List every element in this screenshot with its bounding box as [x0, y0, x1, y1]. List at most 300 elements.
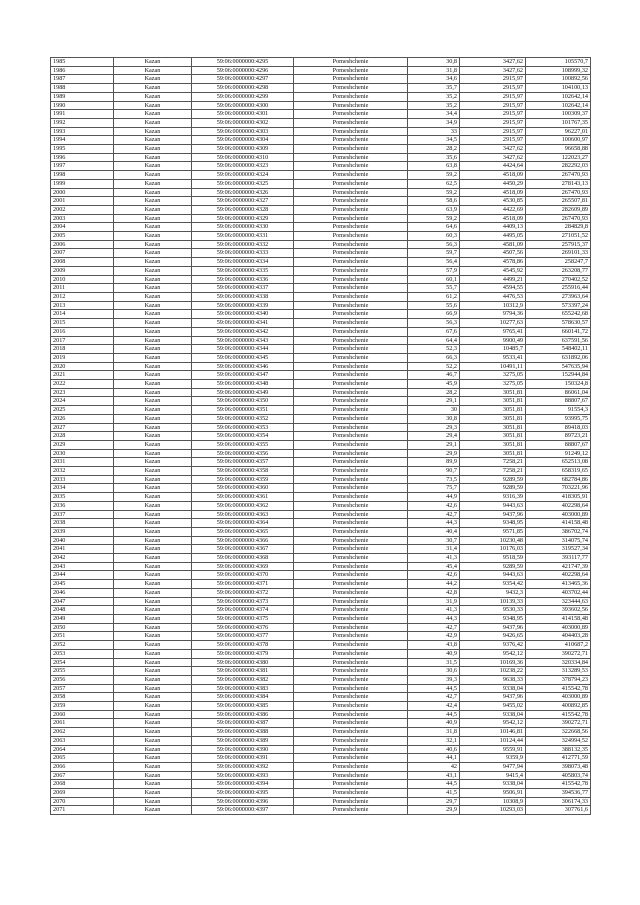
area-cell: 57,9	[408, 266, 460, 275]
row-number-cell: 1995	[51, 145, 114, 154]
area-cell: 42,7	[408, 510, 460, 519]
row-number-cell: 2031	[51, 458, 114, 467]
cadastral-value-cell: 265507,81	[526, 197, 591, 206]
area-cell: 63,8	[408, 162, 460, 171]
cadastral-number-cell: 59:06:0000000:4297	[192, 75, 294, 84]
specific-value-cell: 3275,05	[460, 371, 526, 380]
area-cell: 29,9	[408, 449, 460, 458]
row-number-cell: 2063	[51, 736, 114, 745]
table-row	[51, 710, 591, 719]
cadastral-number-cell: 59:06:0000000:4334	[192, 258, 294, 267]
row-number-cell: 2065	[51, 754, 114, 763]
cadastral-value-cell: 282609,89	[526, 205, 591, 214]
area-cell: 42,7	[408, 623, 460, 632]
object-type-cell: Pomeshchenie	[294, 249, 408, 258]
cadastral-number-cell: 59:06:0000000:4387	[192, 719, 294, 728]
object-type-cell: Pomeshchenie	[294, 615, 408, 624]
cadastral-number-cell: 59:06:0000000:4394	[192, 780, 294, 789]
specific-value-cell: 2915,97	[460, 101, 526, 110]
locality-cell: Kazan	[114, 397, 192, 406]
row-number-cell: 2051	[51, 632, 114, 641]
cadastral-value-cell: 258247,7	[526, 258, 591, 267]
cadastral-value-cell: 108999,32	[526, 66, 591, 75]
locality-cell: Kazan	[114, 510, 192, 519]
locality-cell: Kazan	[114, 728, 192, 737]
cadastral-value-cell: 403000,89	[526, 510, 591, 519]
specific-value-cell: 9571,85	[460, 527, 526, 536]
row-number-cell: 2009	[51, 266, 114, 275]
cadastral-value-cell: 314075,74	[526, 536, 591, 545]
cadastral-value-cell: 278143,13	[526, 179, 591, 188]
area-cell: 52,3	[408, 345, 460, 354]
object-type-cell: Pomeshchenie	[294, 397, 408, 406]
row-number-cell: 2071	[51, 806, 114, 815]
table-row	[51, 240, 591, 249]
table-row	[51, 493, 591, 502]
row-number-cell: 2022	[51, 380, 114, 389]
cadastral-number-cell: 59:06:0000000:4396	[192, 797, 294, 806]
table-row	[51, 728, 591, 737]
row-number-cell: 2002	[51, 205, 114, 214]
object-type-cell: Pomeshchenie	[294, 292, 408, 301]
table-row	[51, 571, 591, 580]
table-row	[51, 214, 591, 223]
specific-value-cell: 9533,41	[460, 353, 526, 362]
cadastral-value-cell: 400892,85	[526, 702, 591, 711]
specific-value-cell: 3427,62	[460, 66, 526, 75]
table-row	[51, 519, 591, 528]
locality-cell: Kazan	[114, 388, 192, 397]
cadastral-value-cell: 91554,3	[526, 406, 591, 415]
area-cell: 34,5	[408, 136, 460, 145]
cadastral-number-cell: 59:06:0000000:4309	[192, 145, 294, 154]
cadastral-number-cell: 59:06:0000000:4348	[192, 380, 294, 389]
area-cell: 42,8	[408, 588, 460, 597]
locality-cell: Kazan	[114, 632, 192, 641]
specific-value-cell: 10293,03	[460, 806, 526, 815]
row-number-cell: 2058	[51, 693, 114, 702]
object-type-cell: Pomeshchenie	[294, 388, 408, 397]
table-row	[51, 336, 591, 345]
object-type-cell: Pomeshchenie	[294, 353, 408, 362]
row-number-cell: 2000	[51, 188, 114, 197]
cadastral-number-cell: 59:06:0000000:4332	[192, 240, 294, 249]
area-cell: 59,2	[408, 171, 460, 180]
table-row	[51, 545, 591, 554]
object-type-cell: Pomeshchenie	[294, 667, 408, 676]
row-number-cell: 2043	[51, 562, 114, 571]
cadastral-number-cell: 59:06:0000000:4301	[192, 110, 294, 119]
specific-value-cell: 4499,21	[460, 275, 526, 284]
object-type-cell: Pomeshchenie	[294, 319, 408, 328]
cadastral-value-cell: 404403,28	[526, 632, 591, 641]
cadastral-value-cell: 415542,78	[526, 710, 591, 719]
specific-value-cell: 9437,96	[460, 693, 526, 702]
cadastral-value-cell: 637591,56	[526, 336, 591, 345]
row-number-cell: 1996	[51, 153, 114, 162]
cadastral-value-cell: 271051,52	[526, 232, 591, 241]
cadastral-value-cell: 89418,03	[526, 423, 591, 432]
object-type-cell: Pomeshchenie	[294, 153, 408, 162]
object-type-cell: Pomeshchenie	[294, 136, 408, 145]
table-row	[51, 292, 591, 301]
locality-cell: Kazan	[114, 214, 192, 223]
row-number-cell: 2020	[51, 362, 114, 371]
row-number-cell: 2025	[51, 406, 114, 415]
cadastral-number-cell: 59:06:0000000:4310	[192, 153, 294, 162]
locality-cell: Kazan	[114, 101, 192, 110]
cadastral-value-cell: 101767,35	[526, 118, 591, 127]
table-row	[51, 536, 591, 545]
cadastral-number-cell: 59:06:0000000:4324	[192, 171, 294, 180]
cadastral-value-cell: 402298,64	[526, 571, 591, 580]
object-type-cell: Pomeshchenie	[294, 719, 408, 728]
object-type-cell: Pomeshchenie	[294, 527, 408, 536]
area-cell: 59,7	[408, 249, 460, 258]
area-cell: 90,7	[408, 467, 460, 476]
table-row	[51, 606, 591, 615]
table-row	[51, 406, 591, 415]
cadastral-value-cell: 386702,74	[526, 527, 591, 536]
table-row	[51, 597, 591, 606]
specific-value-cell: 4518,09	[460, 214, 526, 223]
cadastral-value-table	[50, 57, 591, 815]
cadastral-value-cell: 410687,2	[526, 641, 591, 650]
specific-value-cell: 7258,21	[460, 458, 526, 467]
specific-value-cell: 3051,81	[460, 414, 526, 423]
cadastral-number-cell: 59:06:0000000:4300	[192, 101, 294, 110]
table-row	[51, 362, 591, 371]
specific-value-cell: 9338,04	[460, 780, 526, 789]
area-cell: 43,8	[408, 641, 460, 650]
area-cell: 42	[408, 762, 460, 771]
cadastral-value-cell: 414158,48	[526, 615, 591, 624]
locality-cell: Kazan	[114, 545, 192, 554]
table-row	[51, 223, 591, 232]
table-body	[51, 58, 591, 815]
object-type-cell: Pomeshchenie	[294, 762, 408, 771]
object-type-cell: Pomeshchenie	[294, 606, 408, 615]
locality-cell: Kazan	[114, 806, 192, 815]
specific-value-cell: 9426,65	[460, 632, 526, 641]
cadastral-value-cell: 267470,93	[526, 188, 591, 197]
cadastral-value-cell: 390272,71	[526, 719, 591, 728]
locality-cell: Kazan	[114, 179, 192, 188]
object-type-cell: Pomeshchenie	[294, 702, 408, 711]
cadastral-number-cell: 59:06:0000000:4362	[192, 501, 294, 510]
cadastral-number-cell: 59:06:0000000:4323	[192, 162, 294, 171]
cadastral-number-cell: 59:06:0000000:4373	[192, 597, 294, 606]
table-row	[51, 588, 591, 597]
cadastral-number-cell: 59:06:0000000:4302	[192, 118, 294, 127]
locality-cell: Kazan	[114, 136, 192, 145]
cadastral-number-cell: 59:06:0000000:4359	[192, 475, 294, 484]
table-row	[51, 615, 591, 624]
cadastral-number-cell: 59:06:0000000:4336	[192, 275, 294, 284]
locality-cell: Kazan	[114, 319, 192, 328]
row-number-cell: 2017	[51, 336, 114, 345]
specific-value-cell: 3051,81	[460, 423, 526, 432]
cadastral-number-cell: 59:06:0000000:4379	[192, 649, 294, 658]
cadastral-number-cell: 59:06:0000000:4393	[192, 771, 294, 780]
locality-cell: Kazan	[114, 380, 192, 389]
cadastral-value-cell: 255916,44	[526, 284, 591, 293]
row-number-cell: 2021	[51, 371, 114, 380]
object-type-cell: Pomeshchenie	[294, 232, 408, 241]
area-cell: 52,2	[408, 362, 460, 371]
object-type-cell: Pomeshchenie	[294, 562, 408, 571]
table-row	[51, 658, 591, 667]
locality-cell: Kazan	[114, 467, 192, 476]
row-number-cell: 1990	[51, 101, 114, 110]
cadastral-number-cell: 59:06:0000000:4298	[192, 84, 294, 93]
row-number-cell: 2047	[51, 597, 114, 606]
specific-value-cell: 9530,33	[460, 606, 526, 615]
specific-value-cell: 4518,09	[460, 188, 526, 197]
cadastral-number-cell: 59:06:0000000:4338	[192, 292, 294, 301]
specific-value-cell: 10124,44	[460, 736, 526, 745]
row-number-cell: 2019	[51, 353, 114, 362]
locality-cell: Kazan	[114, 249, 192, 258]
specific-value-cell: 9348,95	[460, 615, 526, 624]
cadastral-number-cell: 59:06:0000000:4389	[192, 736, 294, 745]
object-type-cell: Pomeshchenie	[294, 58, 408, 67]
object-type-cell: Pomeshchenie	[294, 649, 408, 658]
locality-cell: Kazan	[114, 684, 192, 693]
cadastral-number-cell: 59:06:0000000:4358	[192, 467, 294, 476]
row-number-cell: 2060	[51, 710, 114, 719]
area-cell: 44,5	[408, 710, 460, 719]
row-number-cell: 2045	[51, 580, 114, 589]
locality-cell: Kazan	[114, 223, 192, 232]
cadastral-number-cell: 59:06:0000000:4372	[192, 588, 294, 597]
locality-cell: Kazan	[114, 406, 192, 415]
table-row	[51, 510, 591, 519]
row-number-cell: 2067	[51, 771, 114, 780]
cadastral-value-cell: 573397,24	[526, 301, 591, 310]
locality-cell: Kazan	[114, 501, 192, 510]
locality-cell: Kazan	[114, 275, 192, 284]
area-cell: 33	[408, 127, 460, 136]
cadastral-number-cell: 59:06:0000000:4371	[192, 580, 294, 589]
table-row	[51, 266, 591, 275]
cadastral-value-cell: 86061,04	[526, 388, 591, 397]
object-type-cell: Pomeshchenie	[294, 380, 408, 389]
locality-cell: Kazan	[114, 658, 192, 667]
specific-value-cell: 9316,39	[460, 493, 526, 502]
area-cell: 73,5	[408, 475, 460, 484]
locality-cell: Kazan	[114, 362, 192, 371]
object-type-cell: Pomeshchenie	[294, 728, 408, 737]
specific-value-cell: 10308,9	[460, 797, 526, 806]
specific-value-cell: 4409,13	[460, 223, 526, 232]
locality-cell: Kazan	[114, 641, 192, 650]
row-number-cell: 1988	[51, 84, 114, 93]
area-cell: 42,9	[408, 632, 460, 641]
cadastral-value-cell: 93995,75	[526, 414, 591, 423]
table-row	[51, 171, 591, 180]
row-number-cell: 2055	[51, 667, 114, 676]
object-type-cell: Pomeshchenie	[294, 536, 408, 545]
cadastral-value-cell: 122023,27	[526, 153, 591, 162]
object-type-cell: Pomeshchenie	[294, 693, 408, 702]
cadastral-value-cell: 104100,13	[526, 84, 591, 93]
cadastral-number-cell: 59:06:0000000:4365	[192, 527, 294, 536]
specific-value-cell: 9437,96	[460, 623, 526, 632]
object-type-cell: Pomeshchenie	[294, 258, 408, 267]
cadastral-value-cell: 403000,89	[526, 693, 591, 702]
locality-cell: Kazan	[114, 118, 192, 127]
object-type-cell: Pomeshchenie	[294, 780, 408, 789]
cadastral-value-cell: 267470,93	[526, 171, 591, 180]
object-type-cell: Pomeshchenie	[294, 745, 408, 754]
row-number-cell: 2012	[51, 292, 114, 301]
table-row	[51, 554, 591, 563]
cadastral-number-cell: 59:06:0000000:4349	[192, 388, 294, 397]
locality-cell: Kazan	[114, 266, 192, 275]
object-type-cell: Pomeshchenie	[294, 92, 408, 101]
table-row	[51, 484, 591, 493]
object-type-cell: Pomeshchenie	[294, 240, 408, 249]
table-row	[51, 84, 591, 93]
area-cell: 34,9	[408, 118, 460, 127]
cadastral-number-cell: 59:06:0000000:4382	[192, 675, 294, 684]
object-type-cell: Pomeshchenie	[294, 188, 408, 197]
row-number-cell: 2033	[51, 475, 114, 484]
specific-value-cell: 9415,4	[460, 771, 526, 780]
specific-value-cell: 10238,22	[460, 667, 526, 676]
specific-value-cell: 2915,97	[460, 110, 526, 119]
object-type-cell: Pomeshchenie	[294, 284, 408, 293]
cadastral-number-cell: 59:06:0000000:4330	[192, 223, 294, 232]
area-cell: 59,2	[408, 188, 460, 197]
table-row	[51, 380, 591, 389]
cadastral-number-cell: 59:06:0000000:4329	[192, 214, 294, 223]
object-type-cell: Pomeshchenie	[294, 101, 408, 110]
row-number-cell: 1987	[51, 75, 114, 84]
area-cell: 35,7	[408, 84, 460, 93]
cadastral-value-cell: 320334,84	[526, 658, 591, 667]
specific-value-cell: 10491,11	[460, 362, 526, 371]
locality-cell: Kazan	[114, 693, 192, 702]
cadastral-number-cell: 59:06:0000000:4325	[192, 179, 294, 188]
row-number-cell: 2052	[51, 641, 114, 650]
area-cell: 28,2	[408, 388, 460, 397]
specific-value-cell: 3051,81	[460, 440, 526, 449]
area-cell: 29,7	[408, 797, 460, 806]
locality-cell: Kazan	[114, 475, 192, 484]
specific-value-cell: 4422,69	[460, 205, 526, 214]
cadastral-number-cell: 59:06:0000000:4377	[192, 632, 294, 641]
table-row	[51, 371, 591, 380]
locality-cell: Kazan	[114, 606, 192, 615]
cadastral-value-cell: 393602,56	[526, 606, 591, 615]
table-row	[51, 632, 591, 641]
area-cell: 56,4	[408, 258, 460, 267]
cadastral-value-cell: 403702,44	[526, 588, 591, 597]
cadastral-value-cell: 282292,03	[526, 162, 591, 171]
table-row	[51, 754, 591, 763]
row-number-cell: 2023	[51, 388, 114, 397]
area-cell: 56,3	[408, 319, 460, 328]
row-number-cell: 2048	[51, 606, 114, 615]
cadastral-number-cell: 59:06:0000000:4391	[192, 754, 294, 763]
cadastral-value-cell: 412771,59	[526, 754, 591, 763]
specific-value-cell: 9794,36	[460, 310, 526, 319]
object-type-cell: Pomeshchenie	[294, 127, 408, 136]
row-number-cell: 1986	[51, 66, 114, 75]
table-row	[51, 153, 591, 162]
specific-value-cell: 3427,62	[460, 145, 526, 154]
area-cell: 30,6	[408, 667, 460, 676]
row-number-cell: 2042	[51, 554, 114, 563]
cadastral-value-cell: 88807,67	[526, 440, 591, 449]
specific-value-cell: 9437,96	[460, 510, 526, 519]
area-cell: 31,4	[408, 545, 460, 554]
cadastral-number-cell: 59:06:0000000:4354	[192, 432, 294, 441]
area-cell: 39,3	[408, 675, 460, 684]
cadastral-number-cell: 59:06:0000000:4326	[192, 188, 294, 197]
locality-cell: Kazan	[114, 432, 192, 441]
locality-cell: Kazan	[114, 745, 192, 754]
table-row	[51, 501, 591, 510]
specific-value-cell: 4594,55	[460, 284, 526, 293]
locality-cell: Kazan	[114, 92, 192, 101]
specific-value-cell: 9376,42	[460, 641, 526, 650]
table-row	[51, 475, 591, 484]
area-cell: 42,6	[408, 571, 460, 580]
table-row	[51, 562, 591, 571]
object-type-cell: Pomeshchenie	[294, 458, 408, 467]
table-row	[51, 249, 591, 258]
area-cell: 44,1	[408, 754, 460, 763]
cadastral-number-cell: 59:06:0000000:4295	[192, 58, 294, 67]
area-cell: 59,2	[408, 214, 460, 223]
specific-value-cell: 4530,85	[460, 197, 526, 206]
cadastral-value-cell: 682784,86	[526, 475, 591, 484]
specific-value-cell: 9506,91	[460, 789, 526, 798]
area-cell: 40,6	[408, 745, 460, 754]
table-row	[51, 684, 591, 693]
cadastral-number-cell: 59:06:0000000:4351	[192, 406, 294, 415]
area-cell: 56,3	[408, 240, 460, 249]
table-row	[51, 745, 591, 754]
cadastral-value-cell: 150324,8	[526, 380, 591, 389]
row-number-cell: 2035	[51, 493, 114, 502]
cadastral-number-cell: 59:06:0000000:4352	[192, 414, 294, 423]
locality-cell: Kazan	[114, 66, 192, 75]
cadastral-number-cell: 59:06:0000000:4370	[192, 571, 294, 580]
area-cell: 40,4	[408, 527, 460, 536]
row-number-cell: 1989	[51, 92, 114, 101]
table-row	[51, 275, 591, 284]
row-number-cell: 2070	[51, 797, 114, 806]
object-type-cell: Pomeshchenie	[294, 597, 408, 606]
cadastral-value-cell: 313289,53	[526, 667, 591, 676]
area-cell: 46,7	[408, 371, 460, 380]
row-number-cell: 2034	[51, 484, 114, 493]
specific-value-cell: 9542,12	[460, 719, 526, 728]
object-type-cell: Pomeshchenie	[294, 545, 408, 554]
row-number-cell: 2024	[51, 397, 114, 406]
table-row	[51, 414, 591, 423]
table-row	[51, 205, 591, 214]
cadastral-value-cell: 652513,08	[526, 458, 591, 467]
specific-value-cell: 10230,48	[460, 536, 526, 545]
cadastral-number-cell: 59:06:0000000:4395	[192, 789, 294, 798]
area-cell: 89,9	[408, 458, 460, 467]
row-number-cell: 2027	[51, 423, 114, 432]
